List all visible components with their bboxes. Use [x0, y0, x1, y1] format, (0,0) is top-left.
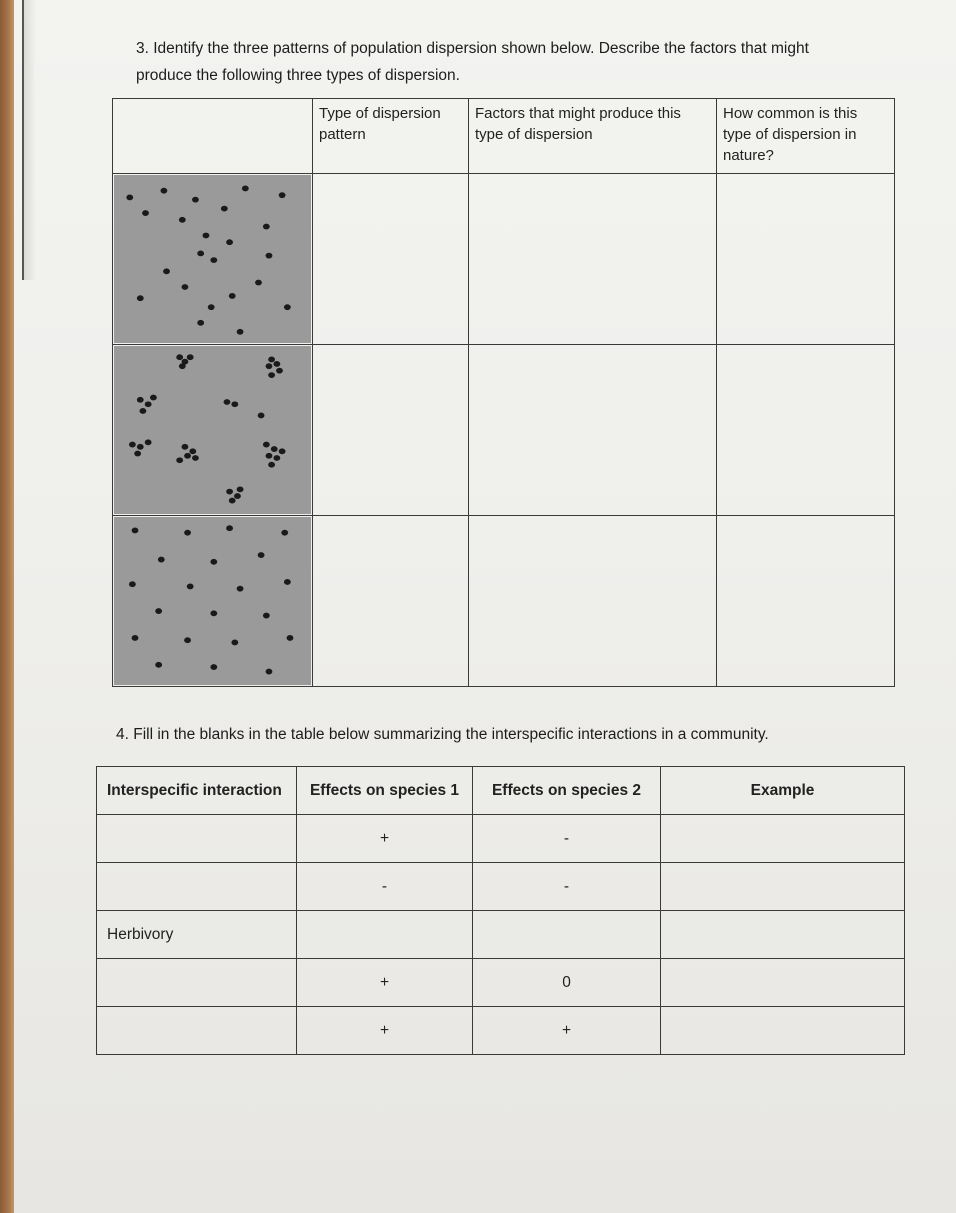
organism-dot [242, 186, 249, 192]
organism-dot [189, 448, 196, 454]
organism-dot [273, 455, 280, 461]
answer-factors-uniform[interactable] [469, 516, 717, 687]
organism-dot [176, 457, 183, 463]
interaction-row [97, 911, 905, 959]
paper-edge [22, 0, 36, 280]
question-3-line-2: produce the following three types of dispersion. [136, 67, 460, 84]
interaction-name-cell[interactable] [97, 863, 297, 911]
organism-dot [184, 637, 191, 643]
organism-dot [210, 257, 217, 263]
answer-factors-clumped[interactable] [469, 345, 717, 516]
example-cell[interactable] [661, 959, 905, 1007]
organism-dot [266, 363, 273, 369]
interaction-row [97, 959, 905, 1007]
organism-dot [258, 413, 265, 419]
organism-dot [134, 451, 141, 457]
example-cell[interactable] [661, 863, 905, 911]
organism-dot [187, 354, 194, 360]
organism-dot [279, 192, 286, 198]
organism-dot [226, 239, 233, 245]
organism-dot [271, 446, 278, 452]
organism-dot [229, 293, 236, 299]
dispersion-row-clumped [113, 345, 895, 516]
organism-dot [184, 453, 191, 459]
organism-dot [258, 552, 265, 558]
interaction-name-cell[interactable] [97, 1007, 297, 1055]
interaction-name-cell: Herbivory [97, 911, 297, 959]
organism-dot [284, 304, 291, 310]
organism-dot [210, 610, 217, 616]
organism-dot [203, 233, 210, 239]
interaction-header-row [97, 767, 905, 815]
question-3-line-1: 3. Identify the three patterns of population dispersion shown below. Describe the factors that might [136, 40, 809, 57]
organism-dot [145, 439, 152, 445]
organism-dot [182, 284, 189, 290]
clumped-dispersion-cell [113, 345, 313, 516]
organism-dot [276, 368, 283, 374]
interaction-row [97, 863, 905, 911]
organism-dot [197, 320, 204, 326]
organism-dot [126, 194, 133, 200]
dispersion-header-common: How common is this type of dispersion in nature? [717, 99, 895, 174]
random-dispersion-cell [113, 174, 313, 345]
organism-dot [237, 329, 244, 335]
interaction-table [96, 766, 905, 1055]
organism-dot [231, 640, 238, 646]
question-3 [136, 35, 896, 89]
organism-dot [179, 217, 186, 223]
effect-species-2-cell: 0 [473, 959, 661, 1007]
organism-dot [266, 669, 273, 675]
effect-species-1-cell: - [297, 863, 473, 911]
dispersion-row-uniform [113, 516, 895, 687]
example-cell[interactable] [661, 911, 905, 959]
organism-dot [150, 395, 157, 401]
organism-dot [263, 442, 270, 448]
organism-dot [129, 442, 136, 448]
organism-dot [268, 372, 275, 378]
organism-dot [129, 581, 136, 587]
clumped-dispersion-image [114, 346, 311, 514]
answer-factors-random[interactable] [469, 174, 717, 345]
organism-dot [268, 462, 275, 468]
organism-dot [179, 363, 186, 369]
organism-dot [279, 448, 286, 454]
answer-common-uniform[interactable] [717, 516, 895, 687]
organism-dot [273, 361, 280, 367]
effect-species-1-cell: + [297, 959, 473, 1007]
random-dispersion-image [114, 175, 311, 343]
answer-type-uniform[interactable] [313, 516, 469, 687]
organism-dot [287, 635, 294, 641]
organism-dot [139, 408, 146, 414]
organism-dot [155, 662, 162, 668]
organism-dot [231, 401, 238, 407]
organism-dot [187, 584, 194, 590]
organism-dot [132, 635, 139, 641]
organism-dot [182, 444, 189, 450]
dispersion-header-factors: Factors that might produce this type of dispersion [469, 99, 717, 174]
example-cell[interactable] [661, 815, 905, 863]
organism-dot [266, 453, 273, 459]
organism-dot [197, 250, 204, 256]
uniform-dispersion-cell [113, 516, 313, 687]
effect-species-1-cell[interactable] [297, 911, 473, 959]
dispersion-table [112, 98, 895, 687]
effect-species-1-cell: + [297, 815, 473, 863]
organism-dot [160, 188, 167, 194]
answer-common-random[interactable] [717, 174, 895, 345]
dispersion-header-row [113, 99, 895, 174]
effect-species-2-cell: - [473, 863, 661, 911]
example-cell[interactable] [661, 1007, 905, 1055]
organism-dot [237, 486, 244, 492]
organism-dot [163, 268, 170, 274]
interaction-name-cell[interactable] [97, 815, 297, 863]
dispersion-header-type: Type of dispersion pattern [313, 99, 469, 174]
effect-species-2-cell: + [473, 1007, 661, 1055]
dispersion-header-blank [113, 99, 313, 174]
answer-common-clumped[interactable] [717, 345, 895, 516]
header-interaction: Interspecific interaction [97, 767, 297, 815]
organism-dot [284, 579, 291, 585]
organism-dot [268, 357, 275, 363]
header-species-1: Effects on species 1 [297, 767, 473, 815]
organism-dot [155, 608, 162, 614]
organism-dot [137, 444, 144, 450]
organism-dot [237, 586, 244, 592]
organism-dot [263, 224, 270, 230]
organism-dot [234, 493, 241, 499]
organism-dot [281, 530, 288, 536]
organism-dot [145, 401, 152, 407]
interaction-name-cell[interactable] [97, 959, 297, 1007]
effect-species-2-cell[interactable] [473, 911, 661, 959]
organism-dot [208, 304, 215, 310]
organism-dot [142, 210, 149, 216]
organism-dot [132, 528, 139, 534]
organism-dot [210, 664, 217, 670]
effect-species-2-cell: - [473, 815, 661, 863]
organism-dot [263, 613, 270, 619]
organism-dot [224, 399, 231, 405]
organism-dot [137, 397, 144, 403]
organism-dot [184, 530, 191, 536]
organism-dot [137, 295, 144, 301]
organism-dot [176, 354, 183, 360]
interaction-row [97, 1007, 905, 1055]
organism-dot [255, 280, 262, 286]
interaction-row [97, 815, 905, 863]
uniform-dispersion-image [114, 517, 311, 685]
organism-dot [192, 197, 199, 203]
organism-dot [226, 489, 233, 495]
organism-dot [221, 206, 228, 212]
question-4: 4. Fill in the blanks in the table below summarizing the interspecific interactions in a community. [116, 726, 769, 743]
organism-dot [266, 253, 273, 259]
organism-dot [229, 498, 236, 504]
organism-dot [158, 557, 165, 563]
dispersion-row-random [113, 174, 895, 345]
answer-type-clumped[interactable] [313, 345, 469, 516]
header-example: Example [661, 767, 905, 815]
organism-dot [226, 525, 233, 531]
effect-species-1-cell: + [297, 1007, 473, 1055]
image-background [114, 517, 311, 685]
organism-dot [210, 559, 217, 565]
organism-dot [192, 455, 199, 461]
answer-type-random[interactable] [313, 174, 469, 345]
header-species-2: Effects on species 2 [473, 767, 661, 815]
